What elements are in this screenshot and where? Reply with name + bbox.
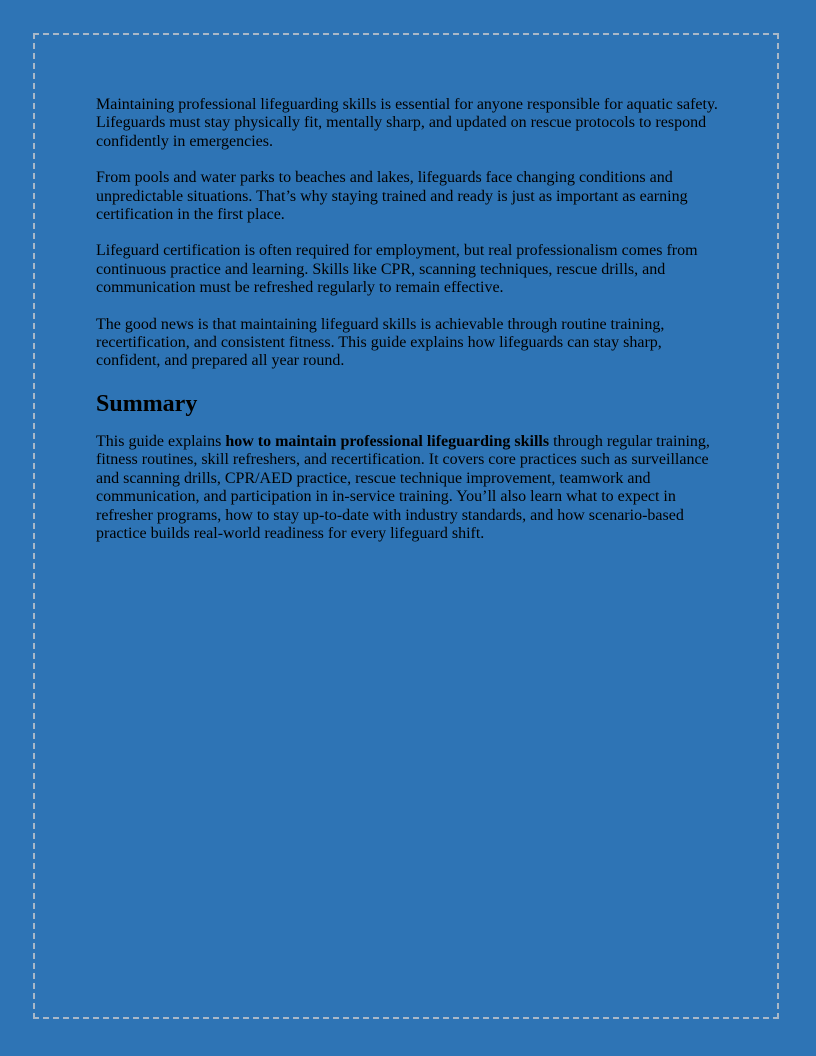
summary-text-end: through regular training, fitness routines, skill refreshers, and recertification. It covers core practices such as surveillance and scanning drills, CPR/AED practice, rescue technique improvement, teamwork and communication, and participation in in-service training. You’ll also learn what to expect in refresher programs, how to stay up-to-date with industry standards, and how scenario-based practice builds real-world readiness for every lifeguard shift. [96,432,710,542]
summary-bold-phrase: how to maintain professional lifeguarding skills [225,432,550,450]
summary-text-start: This guide explains [96,432,226,450]
intro-paragraph-3: Lifeguard certification is often required for employment, but real professionalism comes from continuous practice and learning. Skills like CPR, scanning techniques, rescue drills, and communication must be refreshed regularly to remain effective. [96,242,698,297]
summary-paragraph [96,433,724,543]
intro-paragraph-2: From pools and water parks to beaches and lakes, lifeguards face changing conditions and unpredictable situations. That’s why staying trained and ready is just as important as earning certification in the first place. [96,169,688,224]
document-body [96,96,724,561]
intro-paragraph-4: The good news is that maintaining lifeguard skills is achievable through routine training, recertification, and consistent fitness. This guide explains how lifeguards can stay sharp, confident, and prepared all year round. [96,315,665,370]
intro-paragraph-1: Maintaining professional lifeguarding skills is essential for anyone responsible for aquatic safety. Lifeguards must stay physically fit, mentally sharp, and updated on rescue protocols to respond confidently in emergencies. [96,96,718,150]
summary-heading: Summary [96,390,198,417]
